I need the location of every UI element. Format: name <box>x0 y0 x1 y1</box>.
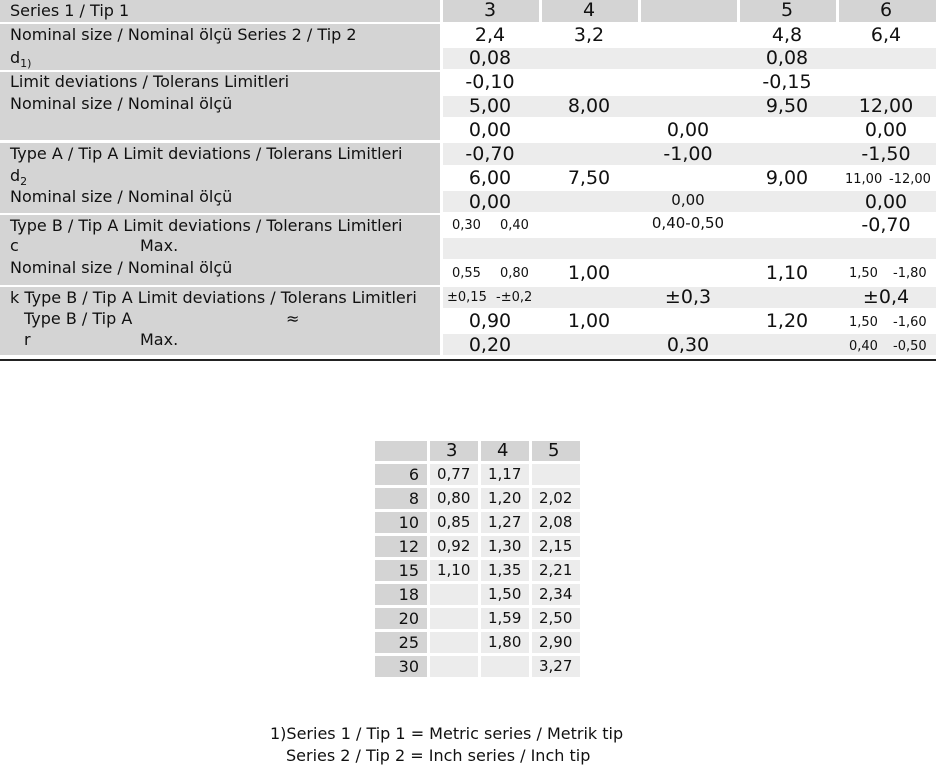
value-cell: -0,10 <box>465 71 515 93</box>
value-cell: ±0,4 <box>862 286 910 308</box>
value-cell <box>532 464 580 485</box>
value-cell: 0,30 <box>452 218 481 233</box>
row-label-type-a-limit: Type A / Tip A Limit deviations / Tolerans Limitleri <box>10 144 403 163</box>
value-cell <box>481 656 529 677</box>
value-cell <box>430 656 478 677</box>
row-label-type-b-limit: Type B / Tip A Limit deviations / Tolerans Limitleri <box>10 216 403 235</box>
row-label-type-b: Type B / Tip A <box>24 309 133 328</box>
value-cell: 2,90 <box>532 632 580 653</box>
row-label-limit-deviations: Limit deviations / Tolerans Limitleri <box>10 72 290 91</box>
row-label-nominal-size: Nominal size / Nominal ölçü <box>10 258 233 277</box>
value-cell: 0,77 <box>430 464 478 485</box>
value-cell: 2,50 <box>532 608 580 629</box>
value-cell: 9,00 <box>765 167 809 189</box>
value-cell: 1,17 <box>481 464 529 485</box>
length-table-header: 3 <box>430 441 478 461</box>
value-cell: 1,00 <box>567 310 611 332</box>
value-cell: 0,92 <box>430 536 478 557</box>
length-cell: 30 <box>375 656 427 677</box>
length-table-header: 4 <box>481 441 529 461</box>
length-cell: 15 <box>375 560 427 581</box>
value-cell: 0,30 <box>666 334 710 356</box>
length-cell: 18 <box>375 584 427 605</box>
value-cell: 6,4 <box>870 24 902 46</box>
value-cell: 1,10 <box>430 560 478 581</box>
value-cell: 0,80 <box>430 488 478 509</box>
value-cell: 1,27 <box>481 512 529 533</box>
length-table-corner <box>375 441 427 461</box>
footnote-line-2: Series 2 / Tip 2 = Inch series / Inch tip <box>286 746 591 765</box>
value-cell: -1,80 <box>893 266 927 281</box>
value-cell: -1,50 <box>861 143 911 165</box>
header-col-3: 3 <box>483 0 497 21</box>
row-label-max: Max. <box>140 236 179 255</box>
value-cell: 12,00 <box>858 95 914 117</box>
value-cell: 0,40 <box>500 218 529 233</box>
row-label-d2: $d_2$ <box>10 166 28 189</box>
value-cell: -±0,2 <box>496 290 533 305</box>
value-cell: 1,00 <box>567 262 611 284</box>
section-divider <box>0 359 936 361</box>
value-cell: 3,27 <box>532 656 580 677</box>
value-cell: 0,90 <box>468 310 512 332</box>
value-cell: 0,55 <box>452 266 481 281</box>
value-cell: 1,35 <box>481 560 529 581</box>
value-cell <box>430 584 478 605</box>
value-cell: -0,50 <box>893 339 927 354</box>
row-band <box>443 238 936 259</box>
value-cell: 2,08 <box>532 512 580 533</box>
row-band <box>443 48 936 69</box>
value-cell: 1,20 <box>765 310 809 332</box>
row-label-nominal-size: Nominal size / Nominal ölçü <box>10 187 233 206</box>
value-cell: 4,8 <box>771 24 803 46</box>
value-cell: 9,50 <box>765 95 809 117</box>
value-cell: 0,08 <box>468 47 512 69</box>
value-cell: 0,08 <box>765 47 809 69</box>
value-cell: 2,34 <box>532 584 580 605</box>
approx-symbol: ≈ <box>286 309 300 328</box>
value-cell: 1,80 <box>481 632 529 653</box>
length-cell: 12 <box>375 536 427 557</box>
length-cell: 20 <box>375 608 427 629</box>
value-cell: 7,50 <box>567 167 611 189</box>
value-cell: 6,00 <box>468 167 512 189</box>
value-cell: 0,40 <box>849 339 878 354</box>
header-col-5: 5 <box>780 0 794 21</box>
value-cell: -12,00 <box>889 172 931 187</box>
value-cell <box>430 608 478 629</box>
value-cell: 0,00 <box>468 119 512 141</box>
length-cell: 25 <box>375 632 427 653</box>
value-cell: ±0,3 <box>664 286 712 308</box>
value-cell: 0,20 <box>468 334 512 356</box>
value-cell: 2,02 <box>532 488 580 509</box>
value-cell: 0,00 <box>671 191 705 209</box>
value-cell: 1,59 <box>481 608 529 629</box>
footnote-line-1: 1)Series 1 / Tip 1 = Metric series / Metrik tip <box>270 724 624 743</box>
value-cell: 0,00 <box>666 119 710 141</box>
value-cell: 5,00 <box>468 95 512 117</box>
value-cell: 1,30 <box>481 536 529 557</box>
value-cell <box>430 632 478 653</box>
value-cell: 1,50 <box>849 315 878 330</box>
value-cell: 0,85 <box>430 512 478 533</box>
length-cell: 8 <box>375 488 427 509</box>
value-cell: 1,20 <box>481 488 529 509</box>
length-cell: 6 <box>375 464 427 485</box>
value-cell: 3,2 <box>573 24 605 46</box>
length-cell: 10 <box>375 512 427 533</box>
value-cell: 11,00 <box>845 172 883 187</box>
row-label-max: Max. <box>140 330 179 349</box>
value-cell: -1,00 <box>663 143 713 165</box>
value-cell: -0,15 <box>762 71 812 93</box>
value-cell: 0,00 <box>468 191 512 213</box>
header-cell <box>641 0 737 22</box>
value-cell: 8,00 <box>567 95 611 117</box>
header-label: Series 1 / Tip 1 <box>10 1 130 20</box>
row-label-nominal-series2: Nominal size / Nominal ölçü Series 2 / Tip 2 <box>10 25 357 44</box>
value-cell: 0,00 <box>864 191 908 213</box>
value-cell: ±0,15 <box>447 290 487 305</box>
value-cell: 1,50 <box>481 584 529 605</box>
row-label-k-type-b: k Type B / Tip A Limit deviations / Tolerans Limitleri <box>10 288 417 307</box>
row-label-d1: $d_{1)}$ <box>10 48 32 71</box>
value-cell: -0,70 <box>861 214 911 236</box>
value-cell: 2,15 <box>532 536 580 557</box>
value-cell: 2,4 <box>474 24 506 46</box>
header-col-6: 6 <box>879 0 893 21</box>
header-col-4: 4 <box>582 0 596 21</box>
row-label-c: c <box>10 236 19 255</box>
value-cell: 0,00 <box>864 119 908 141</box>
value-cell: 0,80 <box>500 266 529 281</box>
row-label-nominal-size: Nominal size / Nominal ölçü <box>10 94 233 113</box>
value-cell: -1,60 <box>893 315 927 330</box>
row-label-r: r <box>24 330 31 349</box>
value-cell: 1,10 <box>765 262 809 284</box>
value-cell: 1,50 <box>849 266 878 281</box>
length-table-header: 5 <box>532 441 580 461</box>
value-cell: 0,40-0,50 <box>651 214 725 232</box>
value-cell: 2,21 <box>532 560 580 581</box>
value-cell: -0,70 <box>465 143 515 165</box>
